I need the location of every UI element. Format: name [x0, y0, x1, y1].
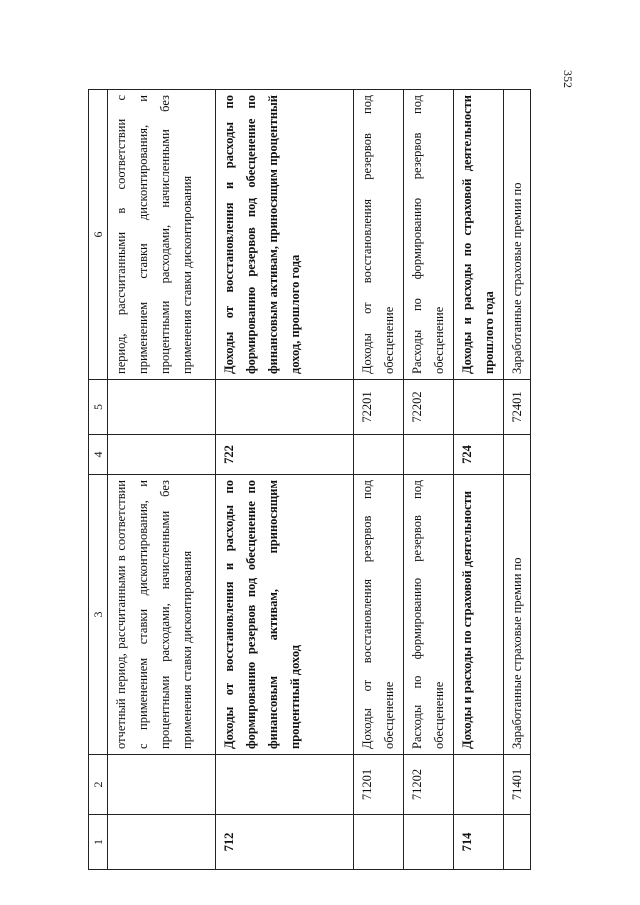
prior-section-code: 722	[216, 435, 354, 475]
section-code	[404, 815, 454, 870]
prior-account-description: Доходы и расходы по страховой деятельности прошлого года	[454, 90, 504, 380]
account-table	[88, 89, 531, 870]
header-cell-5: 5	[89, 380, 108, 435]
prior-section-code	[404, 435, 454, 475]
section-code: 714	[454, 815, 504, 870]
prior-account-description: Заработанные страховые премии по	[504, 90, 531, 380]
table-row	[454, 90, 504, 870]
header-cell-2: 2	[89, 755, 108, 815]
table-header-row	[89, 90, 108, 870]
table-row	[404, 90, 454, 870]
prior-account-code	[454, 380, 504, 435]
account-code: 71201	[354, 755, 404, 815]
prior-section-code	[354, 435, 404, 475]
table-row	[108, 90, 216, 870]
section-code	[108, 815, 216, 870]
prior-account-description: Расходы по формированию резервов под обесценение	[404, 90, 454, 380]
account-description: Доходы от восстановления резервов под обесценение	[354, 475, 404, 755]
table-row	[354, 90, 404, 870]
prior-account-code	[216, 380, 354, 435]
prior-section-code	[108, 435, 216, 475]
header-cell-4: 4	[89, 435, 108, 475]
page-number: 352	[561, 70, 575, 88]
prior-account-code: 72401	[504, 380, 531, 435]
header-cell-6: 6	[89, 90, 108, 380]
header-cell-1: 1	[89, 815, 108, 870]
header-cell-3: 3	[89, 475, 108, 755]
prior-account-code: 72202	[404, 380, 454, 435]
account-code	[108, 755, 216, 815]
prior-account-code	[108, 380, 216, 435]
account-code: 71401	[504, 755, 531, 815]
prior-section-code: 724	[454, 435, 504, 475]
section-code	[504, 815, 531, 870]
account-description: Расходы по формированию резервов под обесценение	[404, 475, 454, 755]
account-code: 71202	[404, 755, 454, 815]
rotated-table-container	[88, 90, 533, 870]
section-code	[354, 815, 404, 870]
account-code	[454, 755, 504, 815]
table-row	[216, 90, 354, 870]
prior-account-description: Доходы от восстановления резервов под обесценение	[354, 90, 404, 380]
prior-account-description: период, рассчитанными в соответствии с применением ставки дисконтирования, и процентными расходами, начисленными без применения ставки дисконтирования	[108, 90, 216, 380]
table-row	[504, 90, 531, 870]
section-code: 712	[216, 815, 354, 870]
account-description: отчетный период, рассчитанными в соответствии с применением ставки дисконтирования, и процентными расходами, начисленными без применения ставки дисконтирования	[108, 475, 216, 755]
account-code	[216, 755, 354, 815]
prior-account-description: Доходы от восстановления и расходы по формированию резервов под обесценение по финансовым активам, приносящим процентный доход, прошлого года	[216, 90, 354, 380]
prior-account-code: 72201	[354, 380, 404, 435]
account-description: Доходы от восстановления и расходы по формированию резервов под обесценение по финансовым активам, приносящим процентный доход	[216, 475, 354, 755]
prior-section-code	[504, 435, 531, 475]
account-description: Заработанные страховые премии по	[504, 475, 531, 755]
account-description: Доходы и расходы по страховой деятельности	[454, 475, 504, 755]
